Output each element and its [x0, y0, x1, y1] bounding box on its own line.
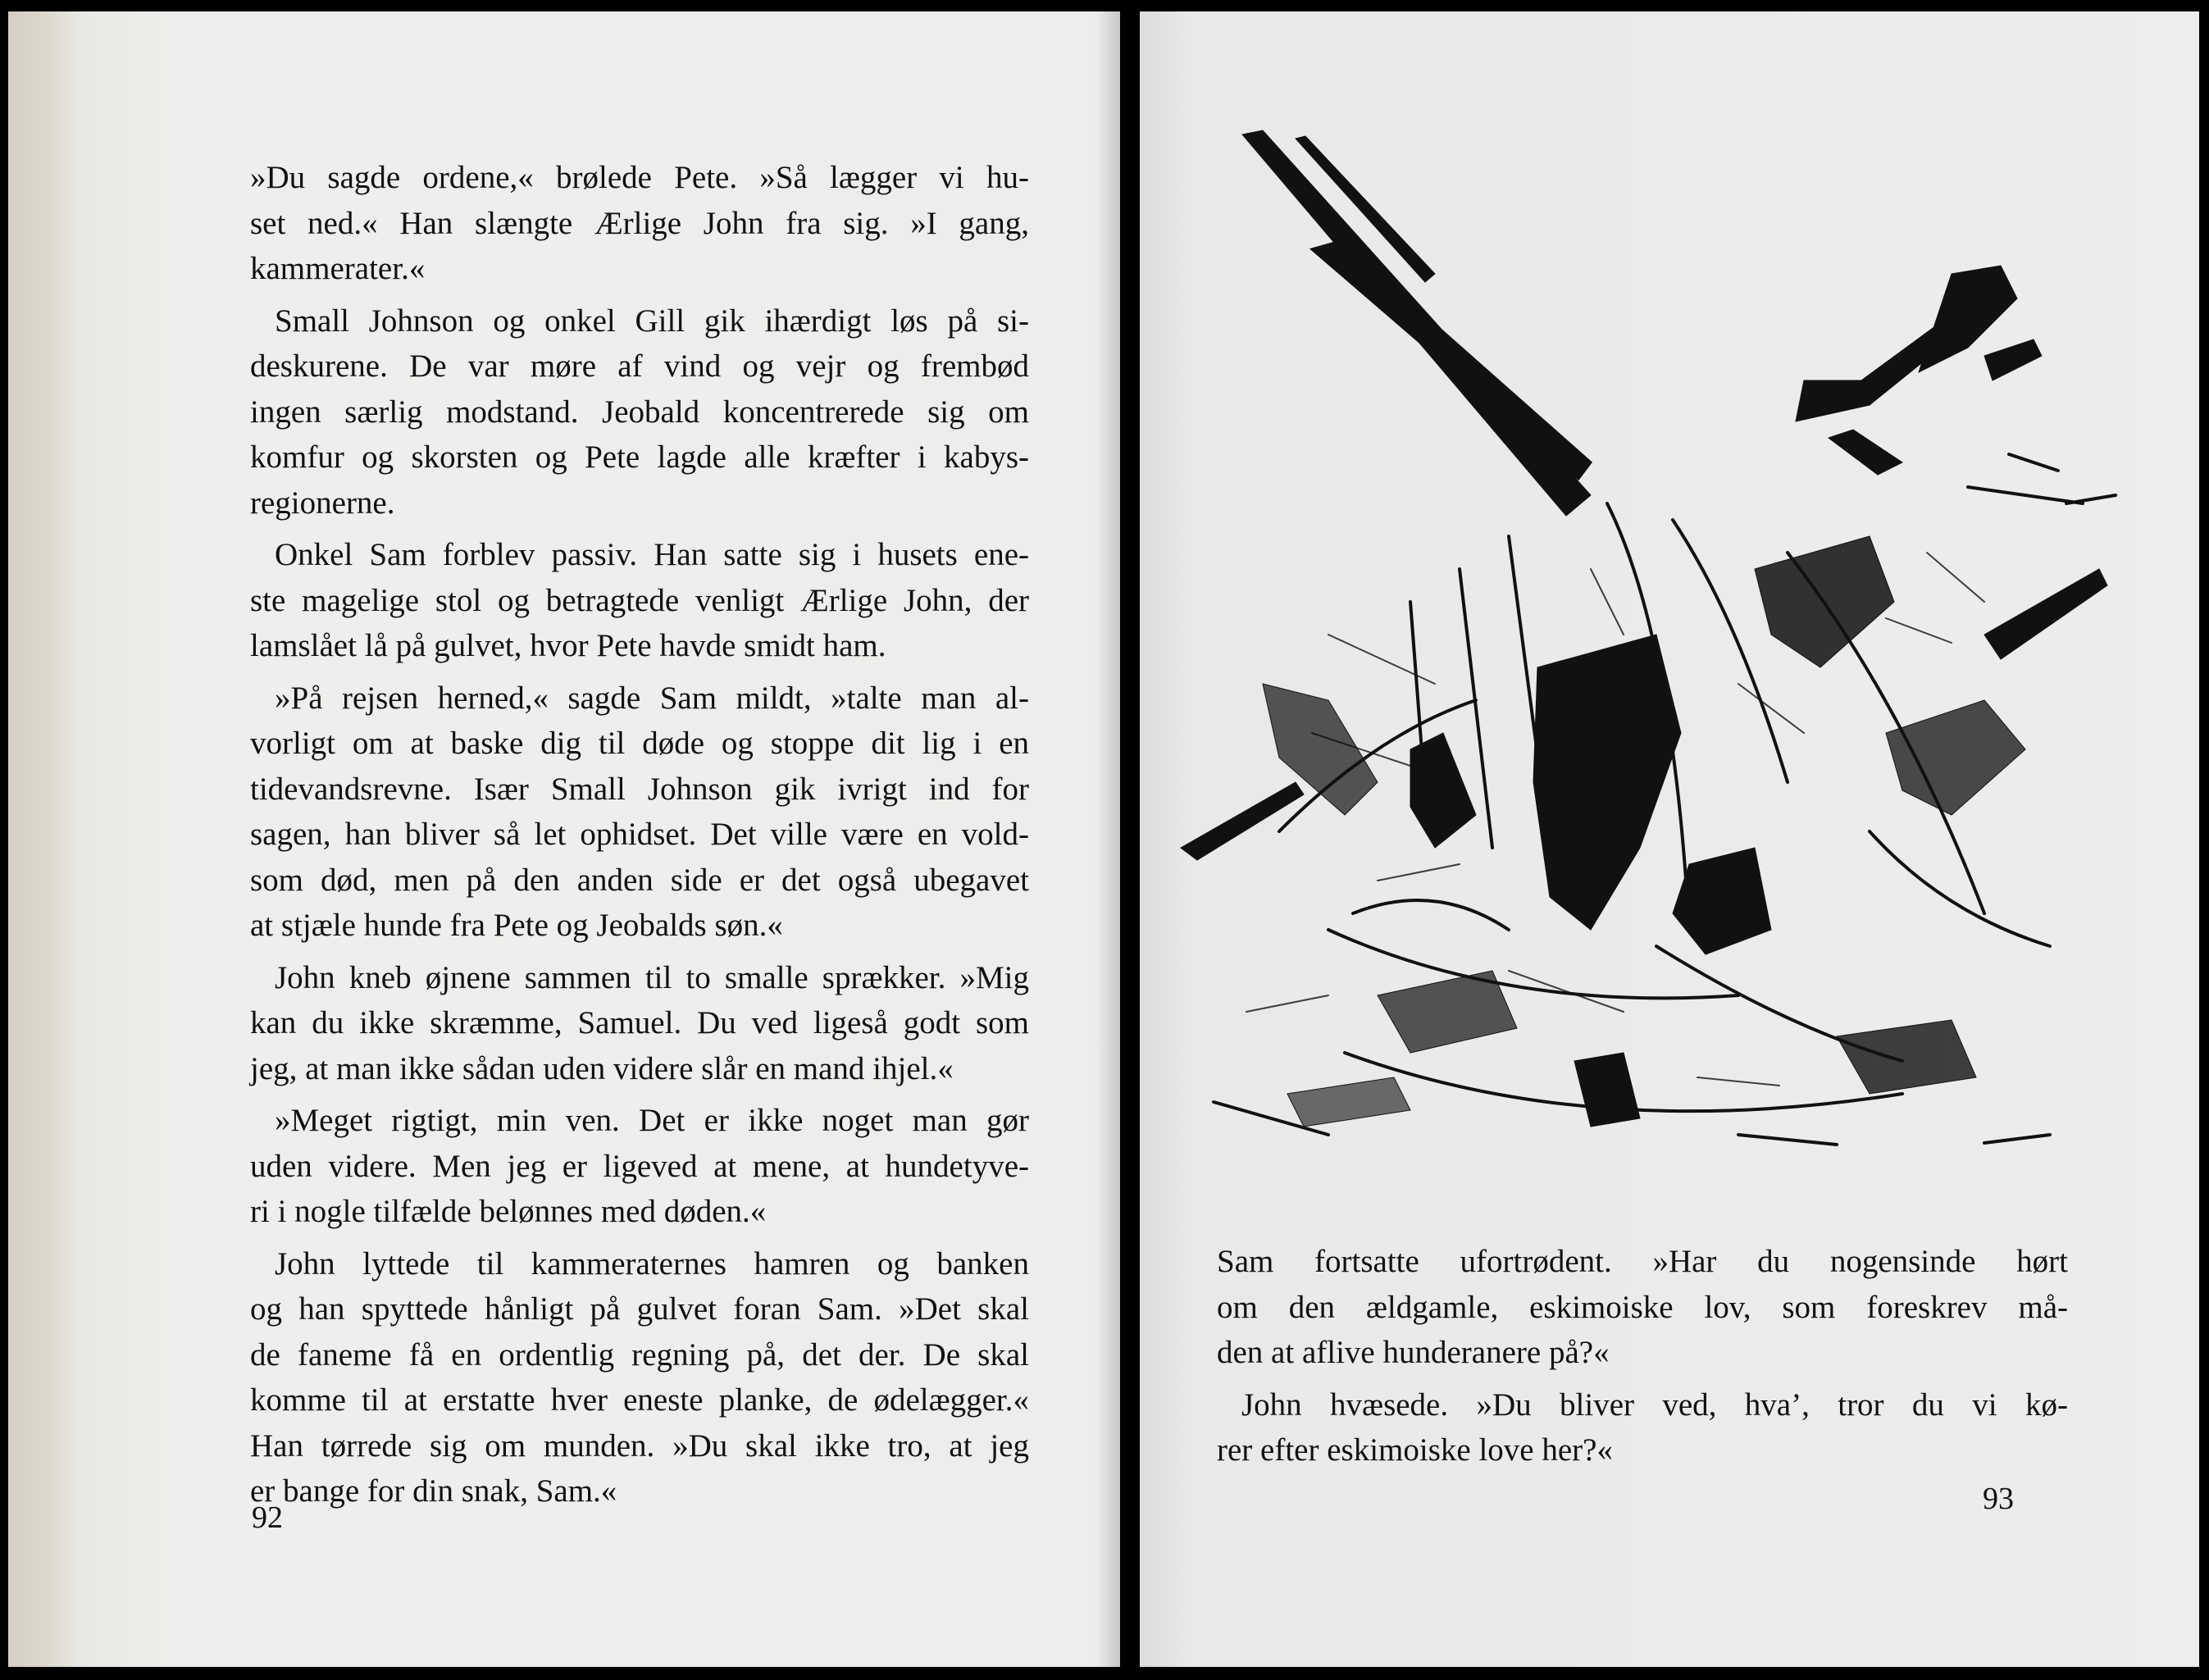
text-line: vorligt om at baske dig til døde og stoppe dit lig i en [250, 726, 1029, 761]
paragraph [250, 1098, 1029, 1235]
text-line: at stjæle hunde fra Pete og Jeobalds søn.« [250, 908, 783, 943]
ink-sketch-illustration [1164, 110, 2132, 1217]
text-line: Han tørrede sig om munden. »Du skal ikke tro, at jeg [250, 1427, 1029, 1464]
text-line: komme til at erstatte hver eneste planke, de ødelægger.« [250, 1382, 1029, 1418]
text-line: lamslået lå på gulvet, hvor Pete havde smidt ham. [250, 628, 886, 663]
text-line: og han spyttede hånligt på gulvet foran Sam. »Det skal [250, 1291, 1029, 1327]
paragraph [250, 532, 1029, 669]
text-line: som død, men på den anden side er det også ubegavet [250, 862, 1029, 898]
paragraph [250, 676, 1029, 949]
text-line: »Meget rigtigt, min ven. Det er ikke noget man gør [275, 1103, 1029, 1138]
right-page-number: 93 [1983, 1482, 2014, 1516]
text-line: jeg, at man ikke sådan uden videre slår en mand ihjel.« [250, 1050, 954, 1086]
text-line: komfur og skorsten og Pete lagde alle kræfter i kabys- [250, 439, 1029, 475]
text-line: ingen særlig modstand. Jeobald koncentrerede sig om [250, 394, 1029, 430]
text-line: uden videre. Men jeg er ligeved at mene, at hundetyve- [250, 1148, 1029, 1184]
text-line: regionerne. [250, 485, 395, 521]
text-line: tidevandsrevne. Især Small Johnson gik ivrigt ind for [250, 771, 1029, 807]
text-line: den at aflive hunderanere på?« [1217, 1335, 1610, 1370]
text-line: er bange for din snak, Sam.« [250, 1473, 617, 1509]
paragraph [250, 155, 1029, 292]
text-line: ri i nogle tilfælde belønnes med døden.« [250, 1194, 767, 1229]
text-line: rer efter eskimoiske love her?« [1217, 1432, 1613, 1468]
left-page-number: 92 [252, 1500, 283, 1535]
text-line: John hvæsede. »Du bliver ved, hva’, tror du vi kø- [1241, 1386, 2068, 1423]
text-line: »På rejsen herned,« sagde Sam mildt, »talte man al- [275, 680, 1029, 716]
text-line: sagen, han bliver så let ophidset. Det ville være en vold- [250, 817, 1029, 852]
text-line: John kneb øjnene sammen til to smalle sprækker. »Mig [275, 959, 1029, 995]
text-line: deskurene. De var møre af vind og vejr og frembød [250, 348, 1029, 384]
left-page [8, 11, 1120, 1667]
text-line: Onkel Sam forblev passiv. Han satte sig i husets ene- [275, 537, 1029, 572]
text-line: de faneme få en ordentlig regning på, det der. De skal [250, 1336, 1029, 1373]
paragraph [1217, 1382, 2068, 1473]
text-line: kammerater.« [250, 251, 426, 286]
paragraph [250, 1241, 1029, 1514]
paragraph [250, 298, 1029, 526]
right-page [1140, 11, 2199, 1667]
paragraph [250, 955, 1029, 1092]
paragraph [1217, 1239, 2068, 1376]
text-line: ste magelige stol og betragtede venligt Ærlige John, der [250, 582, 1029, 618]
text-line: Small Johnson og onkel Gill gik ihærdigt løs på si- [275, 303, 1029, 339]
left-page-text [250, 155, 1029, 1514]
text-line: John lyttede til kammeraternes hamren og banken [275, 1245, 1029, 1282]
right-page-text [1217, 1239, 2068, 1473]
text-line: om den ældgamle, eskimoiske lov, som foreskrev må- [1217, 1289, 2068, 1325]
text-line: »Du sagde ordene,« brølede Pete. »Så lægger vi hu- [250, 160, 1029, 195]
text-line: kan du ikke skræmme, Samuel. Du ved ligeså godt som [250, 1005, 1029, 1040]
text-line: Sam fortsatte ufortrødent. »Har du nogensinde hørt [1217, 1244, 2068, 1279]
text-line: set ned.« Han slængte Ærlige John fra sig. »I gang, [250, 205, 1029, 241]
